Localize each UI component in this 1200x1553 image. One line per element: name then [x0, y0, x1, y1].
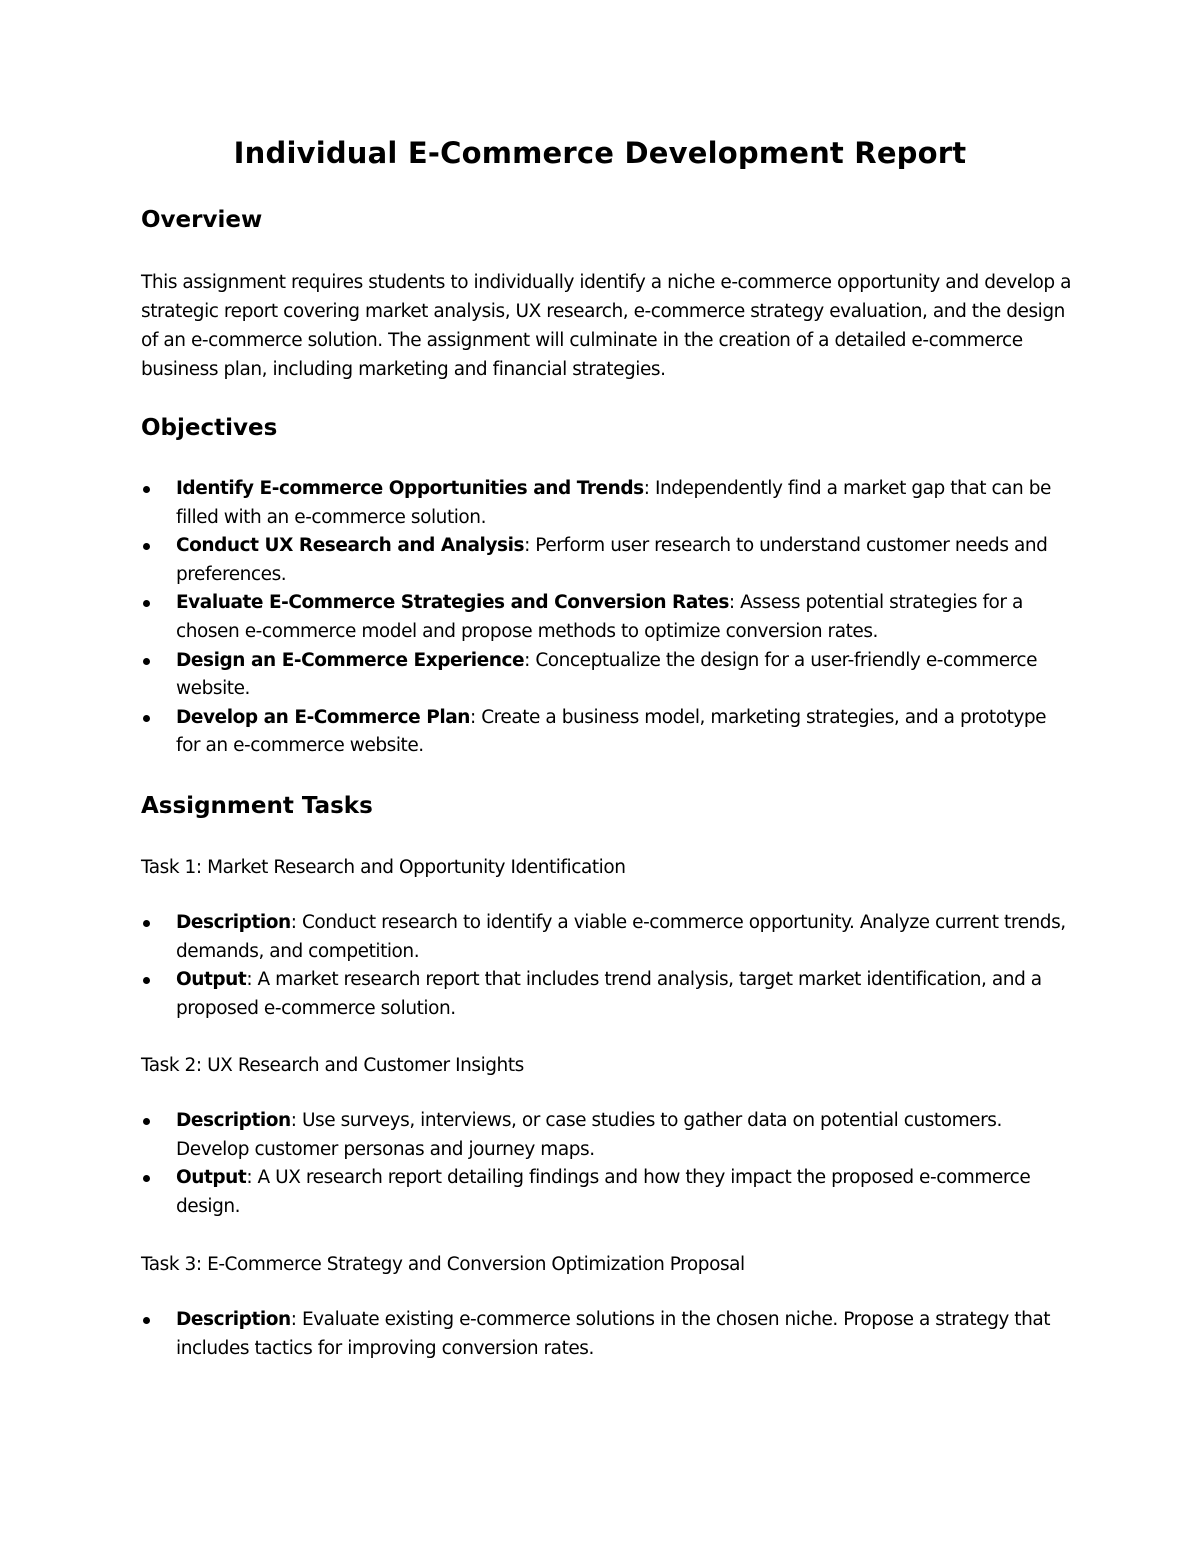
- item-separator: :: [290, 1110, 297, 1131]
- item-separator: :: [246, 1167, 253, 1189]
- item-label: Evaluate E-Commerce Strategies and Conversion Rates: [176, 592, 729, 614]
- bullet-icon: [143, 658, 150, 665]
- list-item: [141, 909, 1071, 966]
- assignment-tasks-heading: Assignment Tasks: [141, 793, 373, 819]
- task-1-title: Task 1: Market Research and Opportunity Identification: [141, 857, 626, 878]
- item-text: Conceptualize the design for a user-friendly e-commerce website.: [176, 649, 1038, 700]
- item-text: Perform user research to understand customer needs and preferences.: [176, 535, 1048, 585]
- list-item: [141, 647, 1071, 704]
- bullet-icon: [143, 486, 150, 493]
- item-text: Create a business model, marketing strategies, and a prototype for an e-commerce website.: [176, 706, 1047, 757]
- list-item: [141, 532, 1071, 589]
- task-3-title: Task 3: E-Commerce Strategy and Conversion Optimization Proposal: [141, 1254, 745, 1275]
- item-label: Description: [176, 1309, 291, 1330]
- item-text: Use surveys, interviews, or case studies to gather data on potential customers. Develop customer personas and journey maps.: [176, 1110, 1002, 1160]
- list-item: [141, 1306, 1071, 1363]
- item-separator: :: [643, 478, 650, 499]
- item-text: Conduct research to identify a viable e-commerce opportunity. Analyze current trends, demands, and competition.: [176, 912, 1066, 962]
- overview-heading: Overview: [141, 207, 263, 233]
- item-separator: :: [246, 969, 253, 991]
- item-label: Identify E-commerce Opportunities and Trends: [176, 478, 644, 499]
- list-item: [141, 589, 1071, 646]
- item-separator: :: [469, 706, 476, 728]
- list-item: [141, 1164, 1071, 1221]
- list-item: [141, 704, 1071, 761]
- item-separator: :: [524, 535, 530, 557]
- item-separator: :: [290, 1309, 297, 1330]
- objectives-list: [141, 475, 1071, 761]
- item-label: Conduct UX Research and Analysis: [176, 535, 525, 557]
- item-text: A market research report that includes trend analysis, target market identification, and a proposed e-commerce solution.: [176, 969, 1042, 1019]
- item-separator: :: [290, 912, 297, 933]
- item-text: Assess potential strategies for a chosen e-commerce model and propose methods to optimize conversion rates.: [176, 592, 1023, 642]
- item-label: Output: [176, 969, 247, 991]
- item-label: Description: [176, 1110, 291, 1131]
- task-2-title: Task 2: UX Research and Customer Insights: [141, 1055, 524, 1076]
- list-item: [141, 966, 1071, 1023]
- task-1-list: [141, 909, 1071, 1023]
- item-text: Evaluate existing e-commerce solutions in the chosen niche. Propose a strategy that includes tactics for improving conversion rates.: [176, 1309, 1051, 1359]
- bullet-icon: [143, 600, 150, 607]
- document-title: Individual E-Commerce Development Report: [233, 136, 967, 170]
- objectives-heading: Objectives: [141, 415, 278, 441]
- bullet-icon: [143, 920, 150, 927]
- bullet-icon: [143, 977, 150, 984]
- item-label: Develop an E-Commerce Plan: [176, 706, 470, 728]
- overview-paragraph: This assignment requires students to individually identify a niche e-commerce opportunity and develop a strategic report covering market analysis, UX research, e-commerce strategy evaluation, and the design of an e-commerce solution. The assignment will culminate in the creation of a detailed e-commerce business plan, including marketing and financial strategies.: [141, 272, 1072, 380]
- bullet-icon: [143, 715, 150, 722]
- list-item: [141, 1107, 1071, 1164]
- task-2-list: [141, 1107, 1071, 1221]
- item-separator: :: [524, 649, 530, 671]
- bullet-icon: [143, 1317, 150, 1324]
- task-3-list: [141, 1306, 1071, 1363]
- item-separator: :: [728, 592, 735, 614]
- list-item: [141, 475, 1071, 532]
- bullet-icon: [143, 543, 150, 550]
- bullet-icon: [143, 1118, 150, 1125]
- item-text: Independently find a market gap that can be filled with an e-commerce solution.: [176, 478, 1051, 528]
- item-text: A UX research report detailing findings and how they impact the proposed e-commerce design.: [176, 1167, 1031, 1217]
- item-label: Design an E-Commerce Experience: [176, 649, 525, 671]
- bullet-icon: [143, 1175, 150, 1182]
- item-label: Output: [176, 1167, 247, 1189]
- item-label: Description: [176, 912, 291, 933]
